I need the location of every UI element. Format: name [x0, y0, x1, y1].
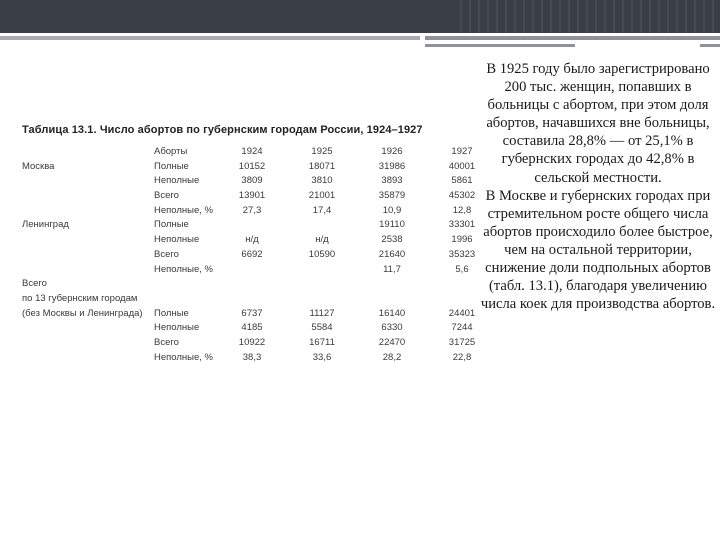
row-label: Всего	[154, 190, 179, 202]
row-label: Неполные, %	[154, 351, 213, 363]
table-cell: 2538	[381, 234, 403, 246]
row-group-label: Всего	[22, 278, 47, 290]
row-label: Неполные	[154, 175, 200, 187]
table-cell: 1924	[241, 146, 263, 157]
row-label: Неполные, %	[154, 263, 213, 275]
table-cell: 19110	[379, 219, 405, 231]
row-label: Неполные, %	[154, 204, 213, 216]
table-row	[22, 352, 482, 367]
table-cell: 6692	[241, 248, 263, 260]
table-row	[22, 146, 482, 161]
abortion-table	[22, 146, 482, 366]
table-cell: 11127	[309, 307, 335, 319]
table-cell: 10152	[238, 160, 266, 172]
row-label: Неполные	[154, 234, 200, 246]
table-cell: 21640	[378, 248, 406, 260]
table-row	[22, 308, 482, 323]
table-cell: 45302	[448, 190, 476, 202]
table-cell: 17,4	[312, 204, 332, 216]
table-cell: 16711	[309, 336, 335, 348]
table-cell: 22470	[378, 336, 406, 348]
table-image	[22, 124, 476, 364]
table-cell: 22,8	[452, 351, 472, 363]
table-row	[22, 337, 482, 352]
table-row	[22, 249, 482, 264]
table-cell: 3809	[241, 175, 263, 187]
table-cell: 31725	[448, 336, 476, 348]
table-title: Таблица 13.1. Число абортов по губернским городам России, 1924–1927	[22, 124, 423, 136]
row-label: Неполные	[154, 322, 200, 334]
table-cell: 33301	[448, 219, 476, 231]
accent-line	[425, 36, 720, 40]
table-cell: 5584	[311, 322, 333, 334]
table-row	[22, 278, 482, 293]
table-cell: 1925	[311, 146, 333, 157]
table-cell: 10922	[238, 336, 266, 348]
table-cell: 3810	[311, 175, 333, 187]
table-row	[22, 161, 482, 176]
table-cell: 38,3	[242, 351, 262, 363]
table-cell: 24401	[448, 307, 476, 319]
table-cell: 33,6	[312, 351, 332, 363]
row-label: Всего	[154, 336, 179, 348]
row-label: Полные	[154, 219, 189, 231]
row-label: Всего	[154, 248, 179, 260]
table-cell: 16140	[378, 307, 406, 319]
table-cell: 6737	[241, 307, 263, 319]
table-cell: 27,3	[242, 204, 262, 216]
table-cell: н/д	[315, 234, 329, 246]
table-row	[22, 190, 482, 205]
table-row	[22, 322, 482, 337]
table-cell: 1926	[381, 146, 403, 157]
table-row	[22, 234, 482, 249]
table-cell: 35879	[378, 190, 406, 202]
table-cell: 5,6	[455, 263, 469, 275]
table-cell: 11,7	[383, 263, 401, 275]
table-cell: 1927	[451, 146, 473, 157]
table-cell: 7244	[451, 322, 473, 334]
table-cell: 31986	[378, 160, 406, 172]
table-row	[22, 219, 482, 234]
table-cell: 6330	[381, 322, 403, 334]
row-group-label: по 13 губернским городам	[22, 292, 138, 304]
table-cell: 1996	[451, 234, 473, 246]
table-cell: 21001	[308, 190, 336, 202]
row-group-label: (без Москвы и Ленинграда)	[22, 307, 143, 319]
row-group-label: Москва	[22, 160, 55, 172]
accent-line	[425, 44, 575, 47]
table-row	[22, 264, 482, 279]
table-cell: 18071	[308, 160, 336, 172]
table-cell: 40001	[448, 160, 476, 172]
table-cell: н/д	[245, 234, 259, 246]
row-group-label: Ленинград	[22, 219, 69, 231]
accent-line	[0, 36, 420, 40]
slide-text	[478, 60, 718, 313]
table-cell: 5861	[451, 175, 473, 187]
table-cell: 35323	[448, 248, 476, 260]
top-bar-texture	[460, 0, 720, 33]
paragraph: В Москве и губернских городах при стремительном росте общего числа абортов происходило более быстрое, чем на остальной территории, снижение доли подпольных абортов (табл. 13.1), благодаря увеличению числа коек для производства абортов.	[480, 187, 716, 313]
table-cell: 13901	[238, 190, 266, 202]
table-cell: 3893	[381, 175, 403, 187]
row-label: Полные	[154, 160, 189, 172]
paragraph: В 1925 году было зарегистрировано 200 тыс. женщин, попавших в больницы с абортом, при этом доля абортов, начавшихся вне больницы, составила 28,8% — от 25,1% в губернских городах до 42,8% в сельской местности.	[486, 61, 710, 186]
table-cell: 4185	[241, 322, 263, 334]
table-cell: 10590	[308, 248, 336, 260]
row-label: Полные	[154, 307, 189, 319]
table-cell: 10,9	[382, 204, 402, 216]
table-cell: 12,8	[452, 204, 472, 216]
slide-top-bar	[0, 0, 720, 33]
table-row	[22, 293, 482, 308]
table-row	[22, 175, 482, 190]
row-label: Аборты	[154, 146, 188, 157]
accent-line	[700, 44, 720, 47]
table-cell: 28,2	[382, 351, 402, 363]
table-row	[22, 205, 482, 220]
